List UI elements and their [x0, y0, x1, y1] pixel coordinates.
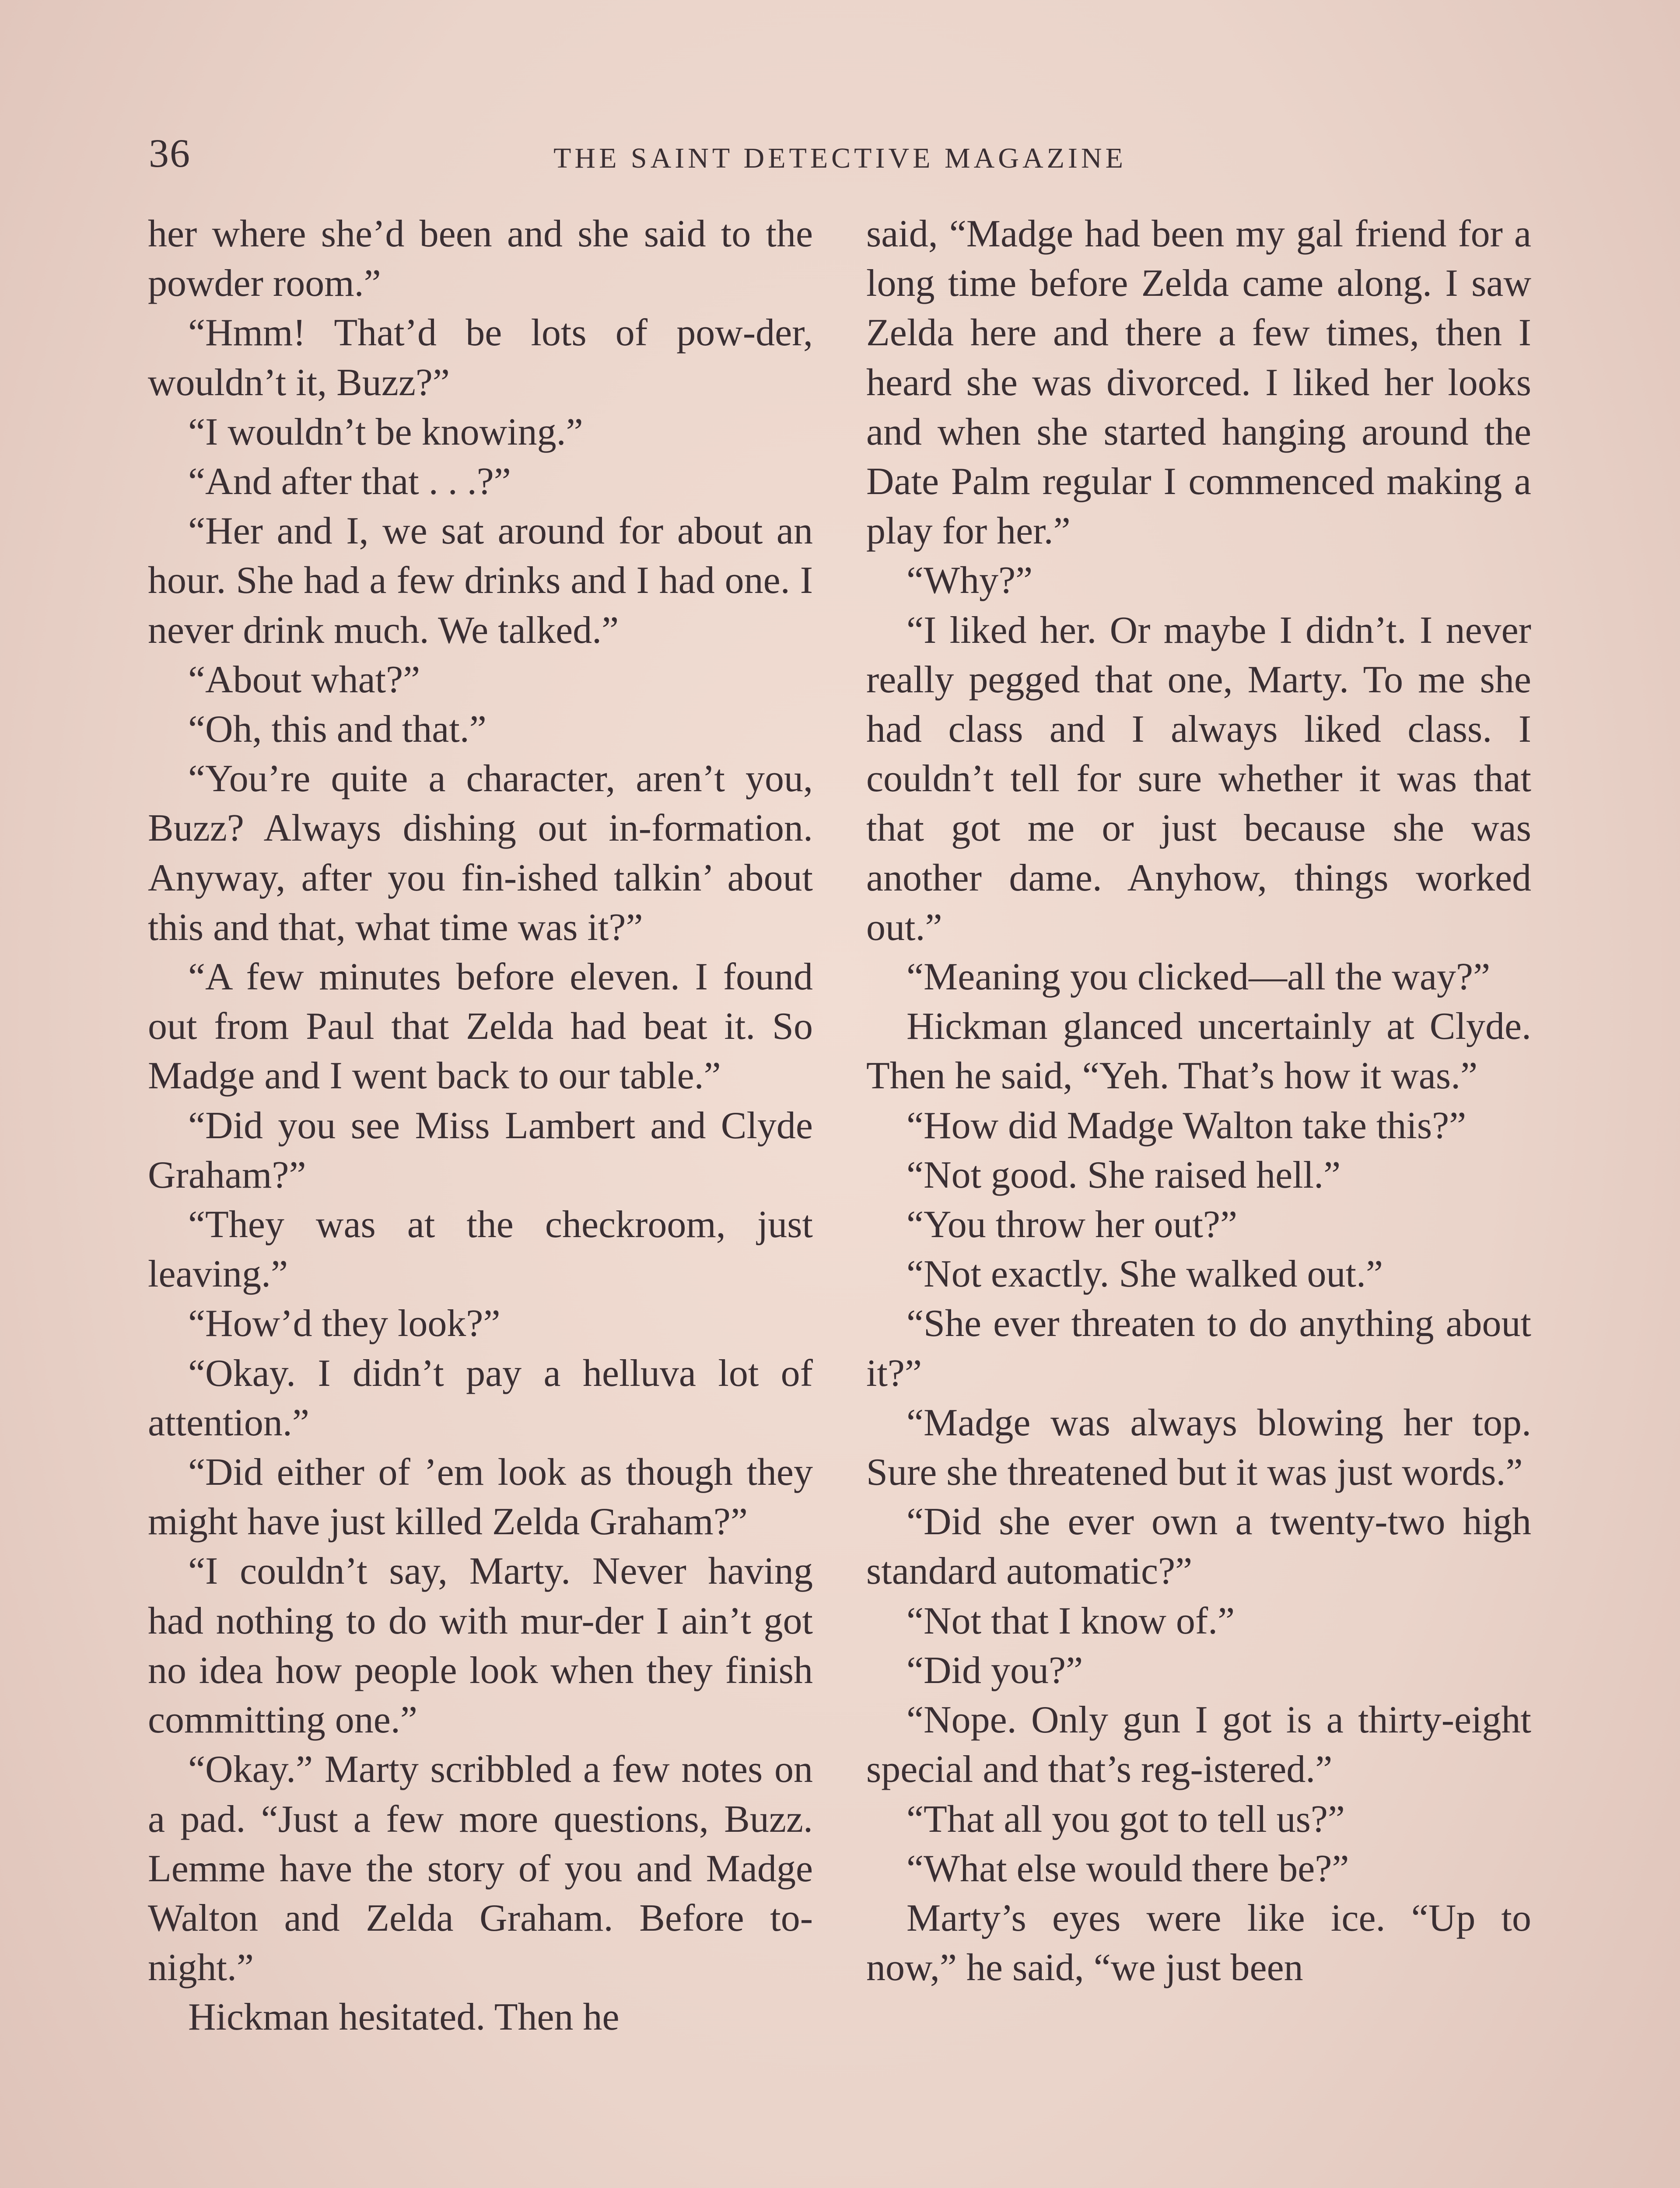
paragraph: “Did she ever own a twenty-two high standard automatic?” [866, 1501, 1531, 1593]
paragraph: “How’d they look?” [188, 1302, 500, 1345]
paragraph: Hickman glanced uncertainly at Clyde. Then he said, “Yeh. That’s how it was.” [866, 1005, 1531, 1098]
right-column [866, 209, 1531, 1992]
paragraph: Marty’s eyes were like ice. “Up to now,” he said, “we just been [866, 1897, 1531, 1989]
paragraph: “How did Madge Walton take this?” [906, 1104, 1466, 1147]
paragraph: “Okay. I didn’t pay a helluva lot of attention.” [148, 1352, 813, 1444]
paragraph: “Her and I, we sat around for about an hour. She had a few drinks and I had one. I never drink much. We talked.” [148, 510, 813, 652]
paragraph: “You throw her out?” [906, 1203, 1238, 1246]
paragraph: “Did you see Miss Lambert and Clyde Graham?” [148, 1104, 813, 1196]
paragraph: “She ever threaten to do anything about it?” [866, 1302, 1531, 1395]
paragraph: “Did you?” [906, 1649, 1083, 1692]
paragraph: “About what?” [188, 658, 420, 701]
paragraph: “You’re quite a character, aren’t you, Buzz? Always dishing out in-formation. Anyway, after you fin-ished talkin’ about this and that, what time was it?” [148, 757, 813, 949]
left-column [148, 209, 813, 2042]
paragraph: “Not exactly. She walked out.” [906, 1253, 1383, 1296]
running-head: THE SAINT DETECTIVE MAGAZINE [553, 142, 1127, 174]
paragraph: “That all you got to tell us?” [906, 1798, 1345, 1841]
page-number: 36 [149, 131, 191, 175]
paragraph: “What else would there be?” [906, 1847, 1349, 1890]
paragraph: “I liked her. Or maybe I didn’t. I never really pegged that one, Marty. To me she had class and I always liked class. I couldn’t tell for sure whether it was that that got me or just because she was another dame. Anyhow, things worked out.” [866, 609, 1531, 949]
paragraph: “I wouldn’t be knowing.” [188, 410, 583, 453]
paragraph: “Did either of ’em look as though they might have just killed Zelda Graham?” [148, 1451, 813, 1543]
paragraph: “I couldn’t say, Marty. Never having had nothing to do with mur-der I ain’t got no idea how people look when they finish committing one.” [148, 1550, 813, 1742]
paragraph: “Nope. Only gun I got is a thirty-eight special and that’s reg-istered.” [866, 1699, 1531, 1791]
paragraph: “They was at the checkroom, just leaving.” [148, 1203, 813, 1296]
paragraph: “Madge was always blowing her top. Sure she threatened but it was just words.” [866, 1401, 1531, 1494]
paragraph: “Not good. She raised hell.” [906, 1154, 1341, 1196]
paragraph: “Oh, this and that.” [188, 708, 486, 751]
paragraph: “Okay.” Marty scribbled a few notes on a pad. “Just a few more questions, Buzz. Lemme have the story of you and Madge Walton and Zelda Graham. Before to-night.” [148, 1748, 813, 1989]
paragraph: “And after that . . .?” [188, 460, 511, 503]
paragraph: said, “Madge had been my gal friend for a long time before Zelda came along. I saw Zelda here and there a few times, then I heard she was divorced. I liked her looks and when she started hanging around the Date Palm regular I commenced making a play for her.” [866, 213, 1531, 553]
paragraph: “Hmm! That’d be lots of pow-der, wouldn’t it, Buzz?” [148, 312, 813, 404]
paragraph: “Not that I know of.” [906, 1599, 1235, 1642]
paragraph: her where she’d been and she said to the powder room.” [148, 213, 813, 305]
paragraph: “Meaning you clicked—all the way?” [906, 956, 1491, 999]
paragraph: “A few minutes before eleven. I found out from Paul that Zelda had beat it. So Madge and I went back to our table.” [148, 956, 813, 1098]
paragraph: “Why?” [906, 559, 1033, 602]
paragraph: Hickman hesitated. Then he [188, 1996, 620, 2039]
